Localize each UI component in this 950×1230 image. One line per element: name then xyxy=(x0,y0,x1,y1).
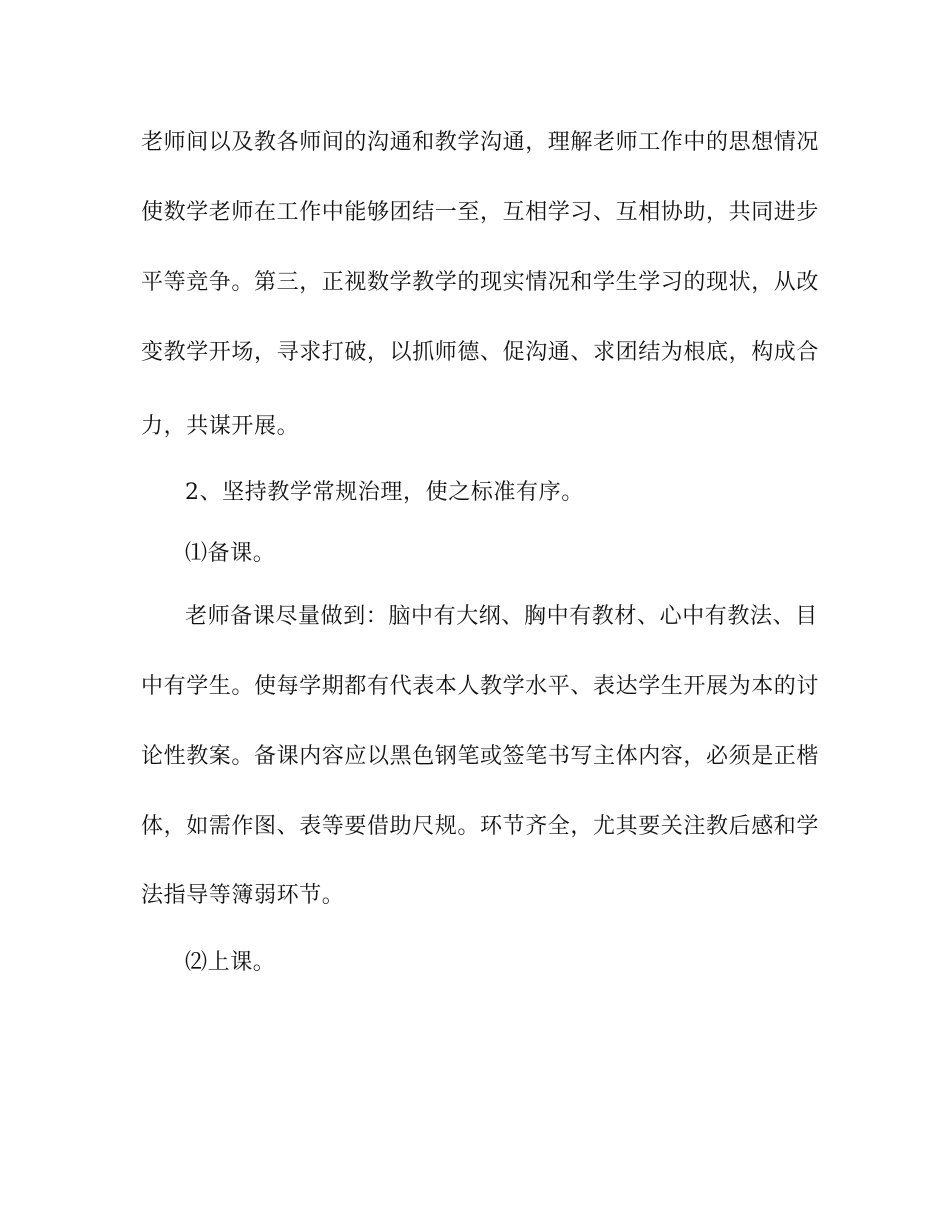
body-text-line: 老师备课尽量做到：脑中有大纲、胸中有教材、心中有教法、目 xyxy=(185,604,818,629)
section-heading: 2、坚持教学常规治理，使之标准有序。 xyxy=(185,480,584,505)
body-text-line: 力，共谋开展。 xyxy=(141,414,300,439)
body-text-line: 变教学开场，寻求打破，以抓师德、促沟通、求团结为根底，构成合 xyxy=(141,340,820,365)
subsection-heading: ⑴备课。 xyxy=(185,541,276,566)
body-text-line: 平等竞争。第三，正视数学教学的现实情况和学生学习的现状，从改 xyxy=(141,270,820,295)
body-text-line: 老师间以及教各师间的沟通和教学沟通，理解老师工作中的思想情况 xyxy=(141,130,820,155)
body-text-line: 论性教案。备课内容应以黑色钢笔或签笔书写主体内容，必须是正楷 xyxy=(141,744,820,769)
body-text-line: 法指导等簿弱环节。 xyxy=(141,883,345,908)
body-text-line: 使数学老师在工作中能够团结一至，互相学习、互相协助，共同进步 xyxy=(141,200,820,225)
body-text-line: 中有学生。使每学期都有代表本人教学水平、表达学生开展为本的讨 xyxy=(141,674,820,699)
body-text-line: 体，如需作图、表等要借助尺规。环节齐全，尤其要关注教后感和学 xyxy=(141,814,820,839)
subsection-heading: ⑵上课。 xyxy=(185,950,276,975)
